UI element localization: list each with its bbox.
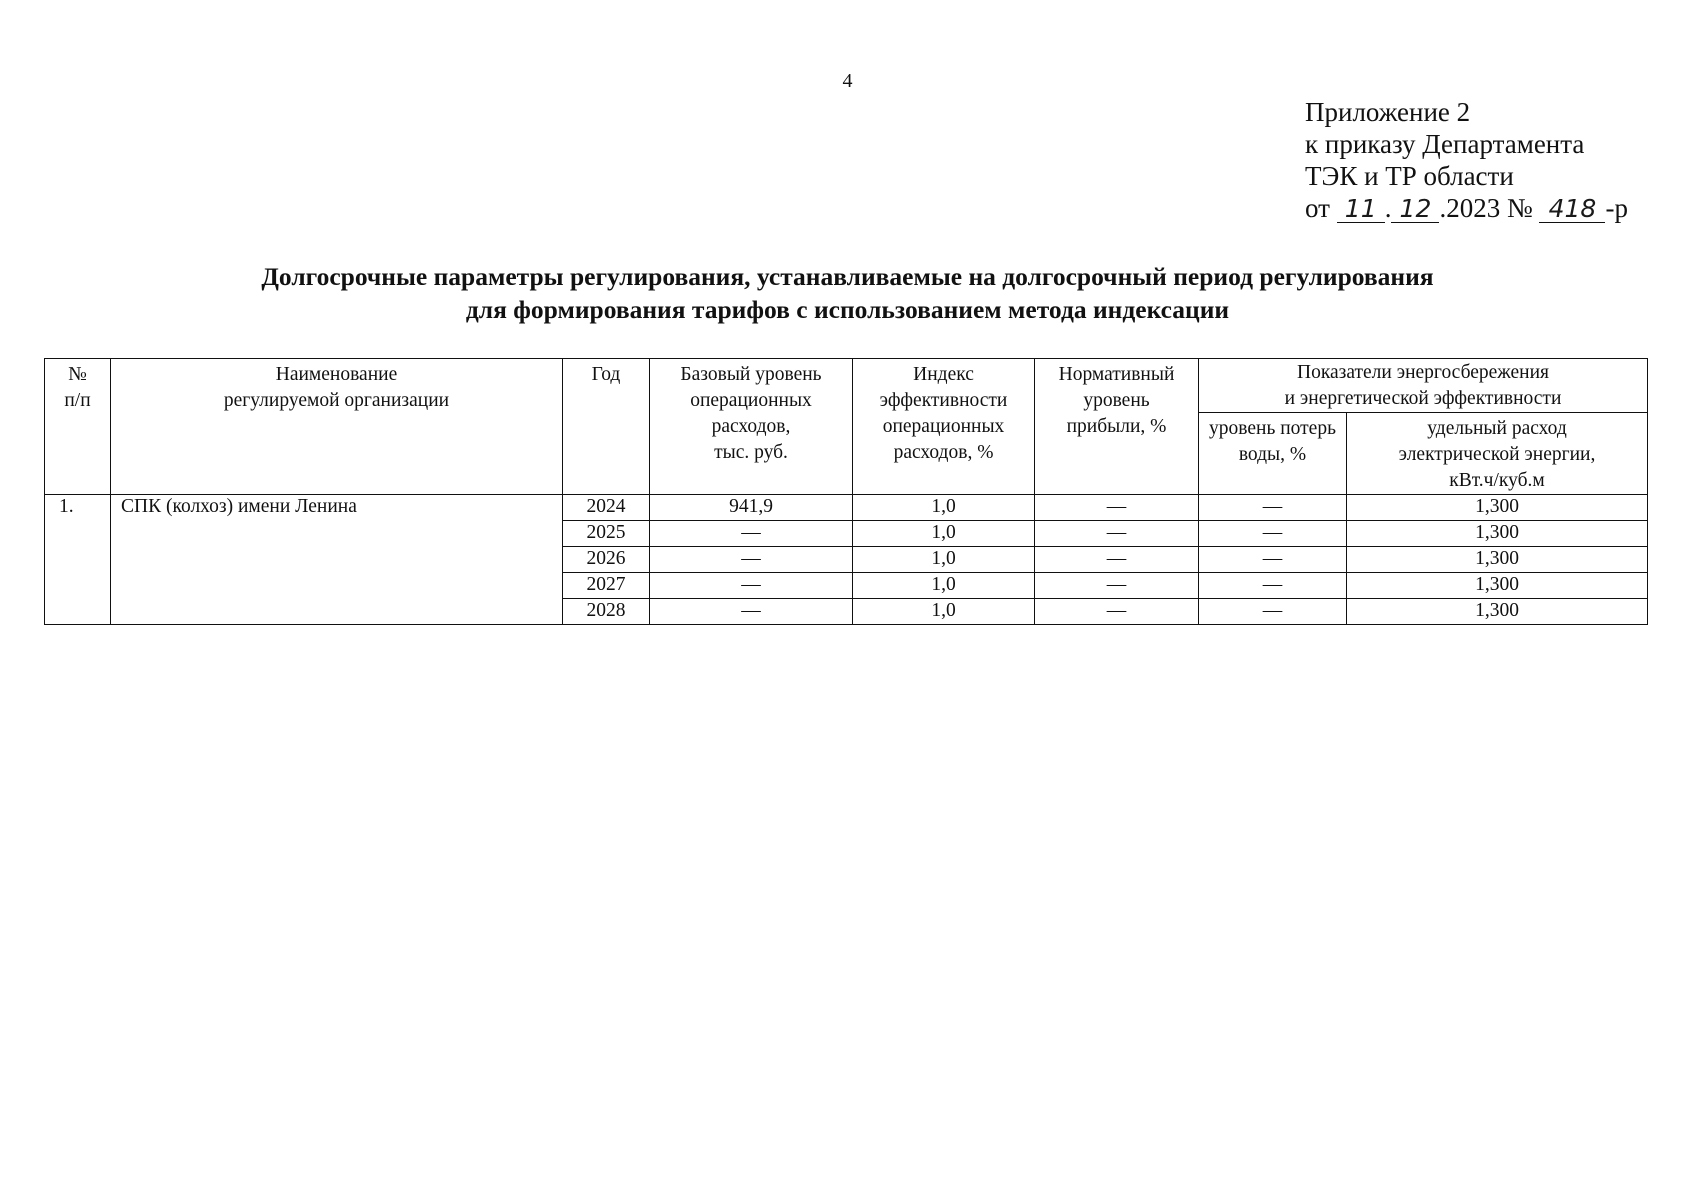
cell-profit: — bbox=[1035, 547, 1199, 573]
handwritten-doc-number: 418 bbox=[1539, 196, 1605, 223]
cell-base: — bbox=[650, 521, 853, 547]
handwritten-month: 12 bbox=[1391, 196, 1439, 223]
cell-electricity: 1,300 bbox=[1347, 521, 1648, 547]
cell-index: 1,0 bbox=[853, 599, 1035, 625]
cell-year: 2026 bbox=[563, 547, 650, 573]
cell-base: — bbox=[650, 573, 853, 599]
date-year: .2023 № bbox=[1439, 193, 1533, 223]
cell-electricity: 1,300 bbox=[1347, 573, 1648, 599]
cell-profit: — bbox=[1035, 573, 1199, 599]
appendix-order-ref: к приказу Департамента bbox=[1305, 129, 1585, 159]
document-title bbox=[0, 260, 1695, 326]
cell-base: — bbox=[650, 599, 853, 625]
header-org: Наименование регулируемой организации bbox=[111, 359, 563, 495]
header-electricity: удельный расход электрической энергии, кВт.ч/куб.м bbox=[1347, 413, 1648, 495]
date-prefix: от bbox=[1305, 193, 1330, 223]
handwritten-day: 11 bbox=[1337, 196, 1385, 223]
org-name: СПК (колхоз) имени Ленина bbox=[111, 495, 563, 625]
title-line-1: Долгосрочные параметры регулирования, устанавливаемые на долгосрочный период регулирования bbox=[261, 262, 1434, 291]
cell-electricity: 1,300 bbox=[1347, 495, 1648, 521]
cell-electricity: 1,300 bbox=[1347, 599, 1648, 625]
cell-water-loss: — bbox=[1199, 547, 1347, 573]
cell-year: 2024 bbox=[563, 495, 650, 521]
header-efficiency-index: Индекс эффективности операционных расходов, % bbox=[853, 359, 1035, 495]
doc-suffix: -р bbox=[1605, 193, 1628, 223]
cell-year: 2025 bbox=[563, 521, 650, 547]
cell-base: 941,9 bbox=[650, 495, 853, 521]
cell-index: 1,0 bbox=[853, 547, 1035, 573]
header-base-opex: Базовый уровень операционных расходов, тыс. руб. bbox=[650, 359, 853, 495]
appendix-title: Приложение 2 bbox=[1305, 97, 1471, 127]
cell-profit: — bbox=[1035, 521, 1199, 547]
cell-water-loss: — bbox=[1199, 521, 1347, 547]
header-num: № п/п bbox=[45, 359, 111, 495]
cell-index: 1,0 bbox=[853, 521, 1035, 547]
cell-year: 2027 bbox=[563, 573, 650, 599]
cell-water-loss: — bbox=[1199, 599, 1347, 625]
org-num: 1. bbox=[45, 495, 111, 625]
date-dot: . bbox=[1384, 193, 1392, 223]
page-number: 4 bbox=[842, 70, 853, 92]
header-water-loss: уровень потерь воды, % bbox=[1199, 413, 1347, 495]
header-energy-group: Показатели энергосбережения и энергетической эффективности bbox=[1199, 359, 1648, 413]
cell-water-loss: — bbox=[1199, 573, 1347, 599]
header-profit-level: Нормативный уровень прибыли, % bbox=[1035, 359, 1199, 495]
cell-profit: — bbox=[1035, 599, 1199, 625]
header-year: Год bbox=[563, 359, 650, 495]
cell-profit: — bbox=[1035, 495, 1199, 521]
cell-year: 2028 bbox=[563, 599, 650, 625]
appendix-department: ТЭК и ТР области bbox=[1305, 161, 1514, 191]
appendix-block bbox=[1305, 96, 1628, 224]
cell-water-loss: — bbox=[1199, 495, 1347, 521]
cell-electricity: 1,300 bbox=[1347, 547, 1648, 573]
cell-index: 1,0 bbox=[853, 573, 1035, 599]
appendix-date-line bbox=[1305, 192, 1628, 224]
title-line-2: для формирования тарифов с использованием метода индексации bbox=[465, 295, 1230, 324]
table-row bbox=[45, 495, 1648, 521]
cell-index: 1,0 bbox=[853, 495, 1035, 521]
cell-base: — bbox=[650, 547, 853, 573]
header-row-1 bbox=[45, 359, 1648, 413]
parameters-table bbox=[44, 358, 1648, 625]
